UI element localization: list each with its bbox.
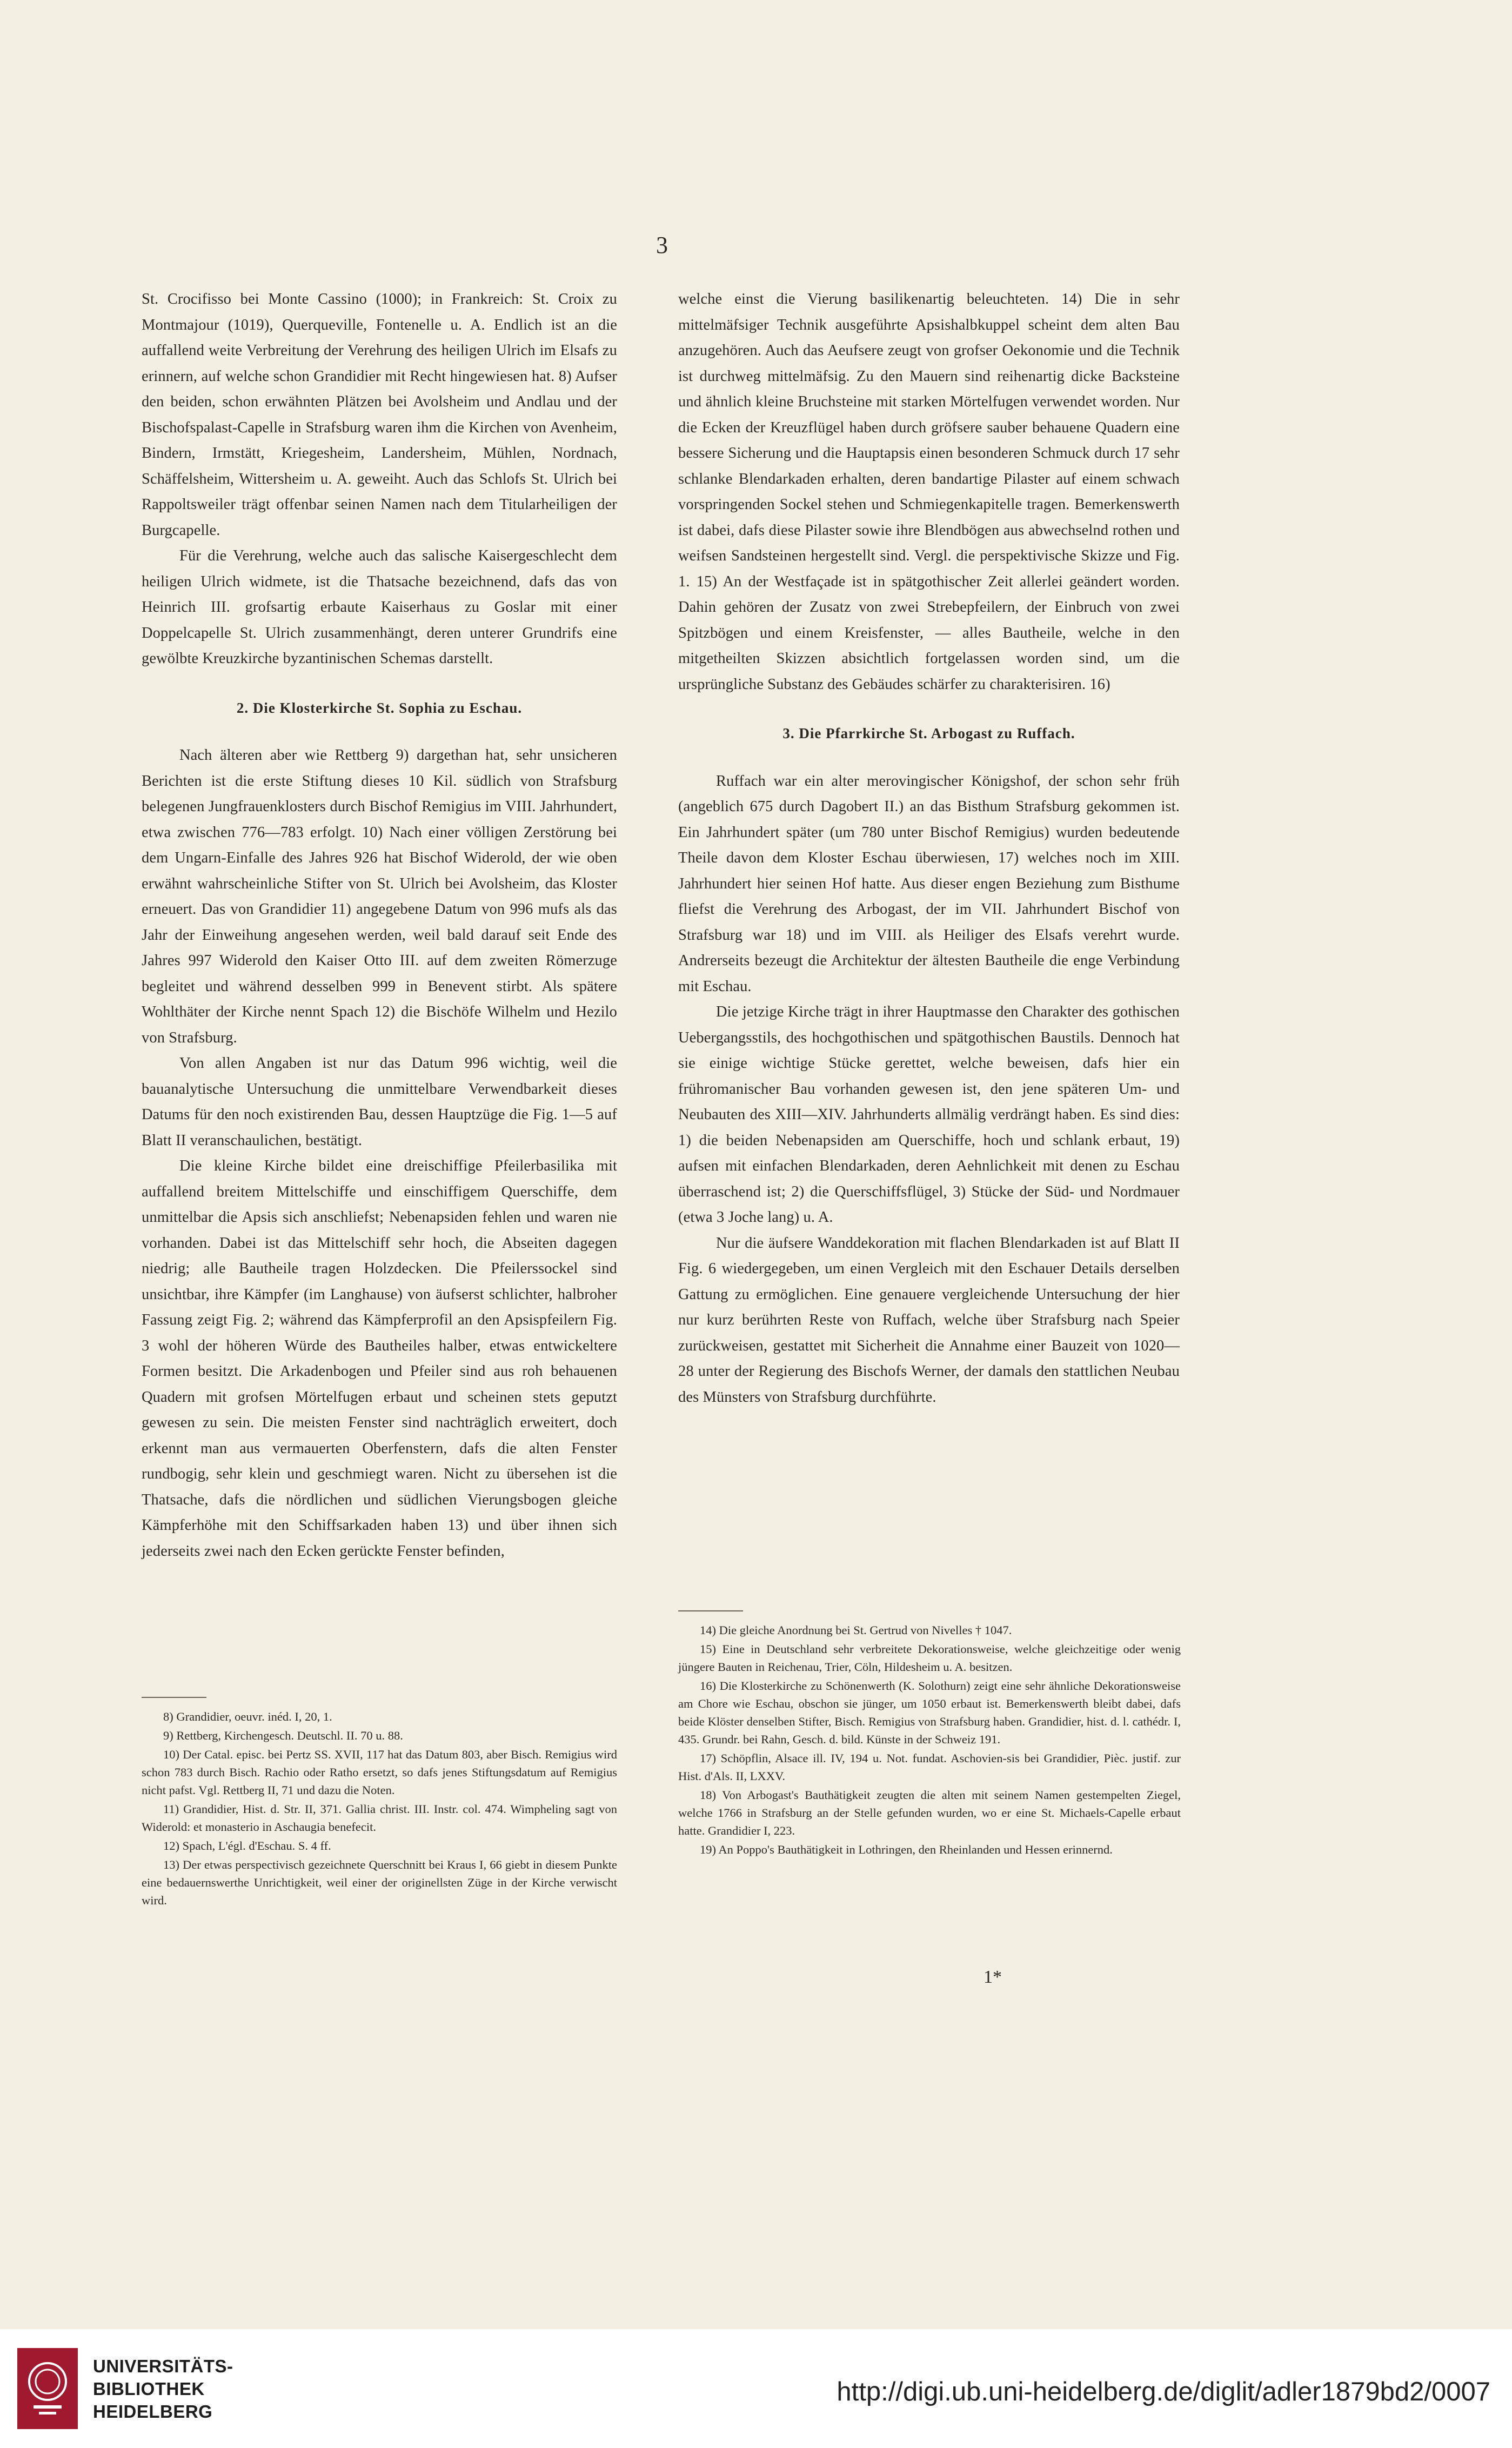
paragraph: Die kleine Kirche bildet eine dreischiffige Pfeilerbasilika mit auffallend breitem Mittelschiffe und einschiffigem Querschiffe, dem unmittelbar die Apsis sich anschliefst; Nebenapsiden fehlen und waren nie vorhanden. Dabei ist das Mittelschiff sehr hoch, die Abseiten dagegen niedrig; alle Bautheile tragen Holzdecken. Die Pfeilerssockel sind unsichtbar, ihre Kämpfer (im Langhause) von äufserst schlichter, halbroher Fassung zeigt Fig. 2; während das Kämpferprofil an den Apsispfeilern Fig. 3 wohl der höheren Würde des Bautheiles halber, etwas entwickeltere Formen besitzt. Die Arkadenbogen und Pfeiler sind aus roh behauenen Quadern mit grofsen Mörtelfugen erbaut und scheinen stets geputzt gewesen zu sein. Die meisten Fenster sind nachträglich erweitert, doch erkennt man aus vermauerten Oberfenstern, dafs die alten Fenster rundbogig, sehr klein und geschmiegt waren. Nicht zu übersehen ist die Thatsache, dafs die nördlichen und südlichen Vierungsbogen gleiche Kämpferhöhe mit den Schiffsarkaden haben 13) und über ihnen sich jederseits zwei nach den Ecken gerückte Fenster befinden,	[142, 1158, 617, 1560]
footnote: 15) Eine in Deutschland sehr verbreitete Dekorationsweise, welche gleichzeitige oder wenig jüngere Bauten in Reichenau, Trier, Cöln, Hildesheim u. A. besitzen.	[678, 1642, 1181, 1674]
footnote-divider	[142, 1697, 206, 1698]
footnote: 10) Der Catal. episc. bei Pertz SS. XVII, 117 hat das Datum 803, aber Bisch. Remigius wird schon 783 durch Bisch. Rachio oder Ratho ersetzt, so dafs jenes Stiftungsdatum auf Remigius nicht pafst. Vgl. Rettberg II, 71 und dazu die Noten.	[142, 1748, 617, 1797]
institution-line: UNIVERSITÄTS-	[93, 2356, 233, 2376]
paragraph: Für die Verehrung, welche auch das salische Kaisergeschlecht dem heiligen Ulrich widmete, ist die Thatsache bezeichnend, dafs das von Heinrich III. grofsartig erbaute Kaiserhaus zu Goslar mit einer Doppelcapelle St. Ulrich zusammenhängt, deren unterer Grundrifs eine gewölbte Kreuzkirche byzantinischen Schemas darstellt.	[142, 547, 617, 667]
footnote: 19) An Poppo's Bauthätigkeit in Lothringen, den Rheinlanden und Hessen erinnernd.	[700, 1843, 1113, 1856]
footnote: 13) Der etwas perspectivisch gezeichnete Querschnitt bei Kraus I, 66 giebt in diesem Punkte eine bedauernswerthe Unrichtigkeit, weil einer der originellsten Züge in der Kirche verwischt wird.	[142, 1858, 617, 1907]
paragraph: Von allen Angaben ist nur das Datum 996 wichtig, weil die bauanalytische Untersuchung die unmittelbare Verwendbarkeit dieses Datums für den noch existirenden Bau, dessen Hauptzüge die Fig. 1—5 auf Blatt II veranschaulichen, bestätigt.	[142, 1055, 617, 1149]
paragraph: Die jetzige Kirche trägt in ihrer Hauptmasse den Charakter des gothischen Uebergangsstils, des hochgothischen und spätgothischen Baustils. Dennoch hat sie einige wichtige Stücke gerettet, welche beweisen, dafs hier ein frühromanischer Bau vorhanden gewesen ist, den jene späteren Um- und Neubauten des XIII—XIV. Jahrhunderts allmälig verdrängt haben. Es sind dies: 1) die beiden Nebenapsiden am Querschiffe, hoch und schlank erbaut, 19) aufsen mit einfachen Blendarkaden, deren Aehnlichkeit mit denen zu Eschau überraschend ist; 2) die Querschiffsflügel, 3) Stücke der Süd- und Nordmauer (etwa 3 Joche lang) u. A.	[678, 1004, 1180, 1226]
page-number: 3	[656, 232, 668, 258]
footnote: 11) Grandidier, Hist. d. Str. II, 371. Gallia christ. III. Instr. col. 474. Wimpheling sagt von Widerold: et monasterio in Aschaugia benefecit.	[142, 1802, 617, 1834]
footnote: 8) Grandidier, oeuvr. inéd. I, 20, 1.	[163, 1710, 332, 1723]
permalink-url[interactable]: http://digi.ub.uni-heidelberg.de/diglit/adler1879bd2/0007	[837, 2377, 1490, 2406]
section-heading: 2. Die Klosterkirche St. Sophia zu Eschau.	[236, 699, 523, 716]
university-seal-icon	[17, 2348, 78, 2429]
footnote: 16) Die Klosterkirche zu Schönenwerth (K. Solothurn) zeigt eine sehr ähnliche Dekorationsweise am Chore wie Eschau, obschon sie jünger, um 1050 erbaut ist. Bemerkenswerth bleibt dabei, dafs beide Klöster denselben Stifter, Bisch. Remigius von Strafsburg haben. Grandidier, hist. d. l. cathédr. I, 435. Grundr. bei Rahn, Gesch. d. bild. Künste in der Schweiz 191.	[678, 1679, 1181, 1746]
institution-line: HEIDELBERG	[93, 2402, 213, 2422]
library-footer	[0, 2329, 1512, 2448]
right-column	[678, 286, 1180, 1410]
left-column	[142, 286, 617, 1564]
section-heading: 3. Die Pfarrkirche St. Arbogast zu Ruffach.	[782, 725, 1075, 741]
paragraph: Nur die äufsere Wanddekoration mit flachen Blendarkaden ist auf Blatt II Fig. 6 wiedergegeben, um einen Vergleich mit den Eschauer Details derselben Gattung zu ermöglichen. Eine genauere vergleichende Untersuchung der hier nur kurz berührten Reste von Ruffach, welche über Strafsburg nach Speier zurückweisen, gestattet mit Sicherheit die Annahme einer Bauzeit von 1020—28 unter der Regierung des Bischofs Werner, der damals den stattlichen Neubau des Münsters von Strafsburg durchführte.	[678, 1234, 1180, 1406]
footnote: 12) Spach, L'égl. d'Eschau. S. 4 ff.	[163, 1839, 331, 1852]
institution-name	[93, 2355, 233, 2423]
signature-mark: 1*	[984, 1967, 1002, 1987]
footnote-divider	[678, 1610, 743, 1611]
paragraph: St. Crocifisso bei Monte Cassino (1000); in Frankreich: St. Croix zu Montmajour (1019), Querqueville, Fontenelle u. A. Endlich ist an die auffallend weite Verbreitung der Verehrung des heiligen Ulrich im Elsafs zu erinnern, auf welche schon Grandidier mit Recht hingewiesen hat. 8) Aufser den beiden, schon erwähnten Plätzen bei Avolsheim und Andlau und der Bischofspalast-Capelle in Strafsburg waren ihm die Kirchen von Avenheim, Bindern, Irmstätt, Kriegesheim, Landersheim, Mühlen, Nordnach, Schäffelsheim, Wittersheim u. A. geweiht. Auch das Schlofs St. Ulrich bei Rappoltsweiler trägt offenbar seinen Namen nach dem Titularheiligen der Burgcapelle.	[142, 291, 617, 539]
footnote: 17) Schöpflin, Alsace ill. IV, 194 u. Not. fundat. Aschovien-sis bei Grandidier, Pièc. justif. zur Hist. d'Als. II, LXXV.	[678, 1751, 1181, 1783]
paragraph: welche einst die Vierung basilikenartig beleuchteten. 14) Die in sehr mittelmäfsiger Technik ausgeführte Apsishalbkuppel scheint dem alten Bau anzugehören. Auch das Aeufsere zeugt von grofser Oekonomie und die Technik ist durchweg mittelmäfsig. Zu den Mauern sind reihenartig dicke Backsteine und ähnlich kleine Bruchsteine mit starken Mörtelfugen verwendet worden. Nur die Ecken der Kreuzflügel haben durch gröfsere sauber behauene Quadern eine bessere Sicherung und die Hauptapsis einen besonderen Schmuck durch 17 sehr schlanke Blendarkaden erhalten, deren bandartige Pilaster auf einem schwach vorspringenden Sockel stehen und Schmiegenkapitelle tragen. Bemerkenswerth ist dabei, dafs diese Pilaster sowie ihre Blendbögen aus abwechselnd rothen und weifsen Sandsteinen hergestellt sind. Vergl. die perspektivische Skizze und Fig. 1. 15) An der Westfaçade ist in spätgothischer Zeit allerlei geändert worden. Dahin gehören der Zusatz von zwei Strebepfeilern, der Einbruch von zwei Spitzbögen und einem Kreisfenster, — alles Bautheile, welche in den mitgetheilten Skizzen absichtlich fortgelassen worden sind, um die ursprüngliche Substanz des Gebäudes schärfer zu charakterisiren. 16)	[678, 291, 1180, 693]
left-footnotes	[142, 1708, 617, 1910]
footnote: 9) Rettberg, Kirchengesch. Deutschl. II. 70 u. 88.	[163, 1729, 403, 1742]
right-footnotes	[678, 1621, 1181, 1860]
paragraph: Nach älteren aber wie Rettberg 9) dargethan hat, sehr unsicheren Berichten ist die erste Stiftung dieses 10 Kil. südlich von Strafsburg belegenen Jungfrauenklosters durch Bischof Remigius im VIII. Jahrhundert, etwa zwischen 776—783 erfolgt. 10) Nach einer völligen Zerstörung bei dem Ungarn-Einfalle des Jahres 926 hat Bischof Widerold, der wie oben erwähnt wahrscheinliche Stifter von St. Ulrich bei Avolsheim, das Kloster erneuert. Das von Grandidier 11) angegebene Datum von 996 mufs als das Jahr der Einweihung angesehen werden, weil bald darauf seit Ende des Jahres 997 Widerold den Kaiser Otto III. auf dem zweiten Römerzuge begleitet und während desselben 999 in Benevent stirbt. Als spätere Wohlthäter der Kirche nennt Spach 12) die Bischöfe Wilhelm und Hezilo von Strafsburg.	[142, 747, 617, 1046]
footnote: 14) Die gleiche Anordnung bei St. Gertrud von Nivelles † 1047.	[700, 1623, 1012, 1637]
institution-line: BIBLIOTHEK	[93, 2379, 205, 2399]
footnote: 18) Von Arbogast's Bauthätigkeit zeugten die alten mit seinem Namen gestempelten Ziegel, welche 1766 in Strafsburg an der Stelle gefunden wurden, wo er eine St. Michaels-Capelle erbaut hatte. Grandidier I, 223.	[678, 1788, 1181, 1837]
paragraph: Ruffach war ein alter merovingischer Königshof, der schon sehr früh (angeblich 675 durch Dagobert II.) an das Bisthum Strafsburg gekommen ist. Ein Jahrhundert später (um 780 unter Bischof Remigius) wurden bedeutende Theile davon dem Kloster Eschau überwiesen, 17) welches noch im XIII. Jahrhundert hier seinen Hof hatte. Aus dieser engen Beziehung zum Bisthume fliefst die Verehrung des Arbogast, der im VII. Jahrhundert Bischof von Strafsburg war 18) und im VIII. als Heiliger des Elsafs verehrt wurde. Andrerseits bezeugt die Architektur der ältesten Bautheile die enge Verbindung mit Eschau.	[678, 772, 1180, 995]
